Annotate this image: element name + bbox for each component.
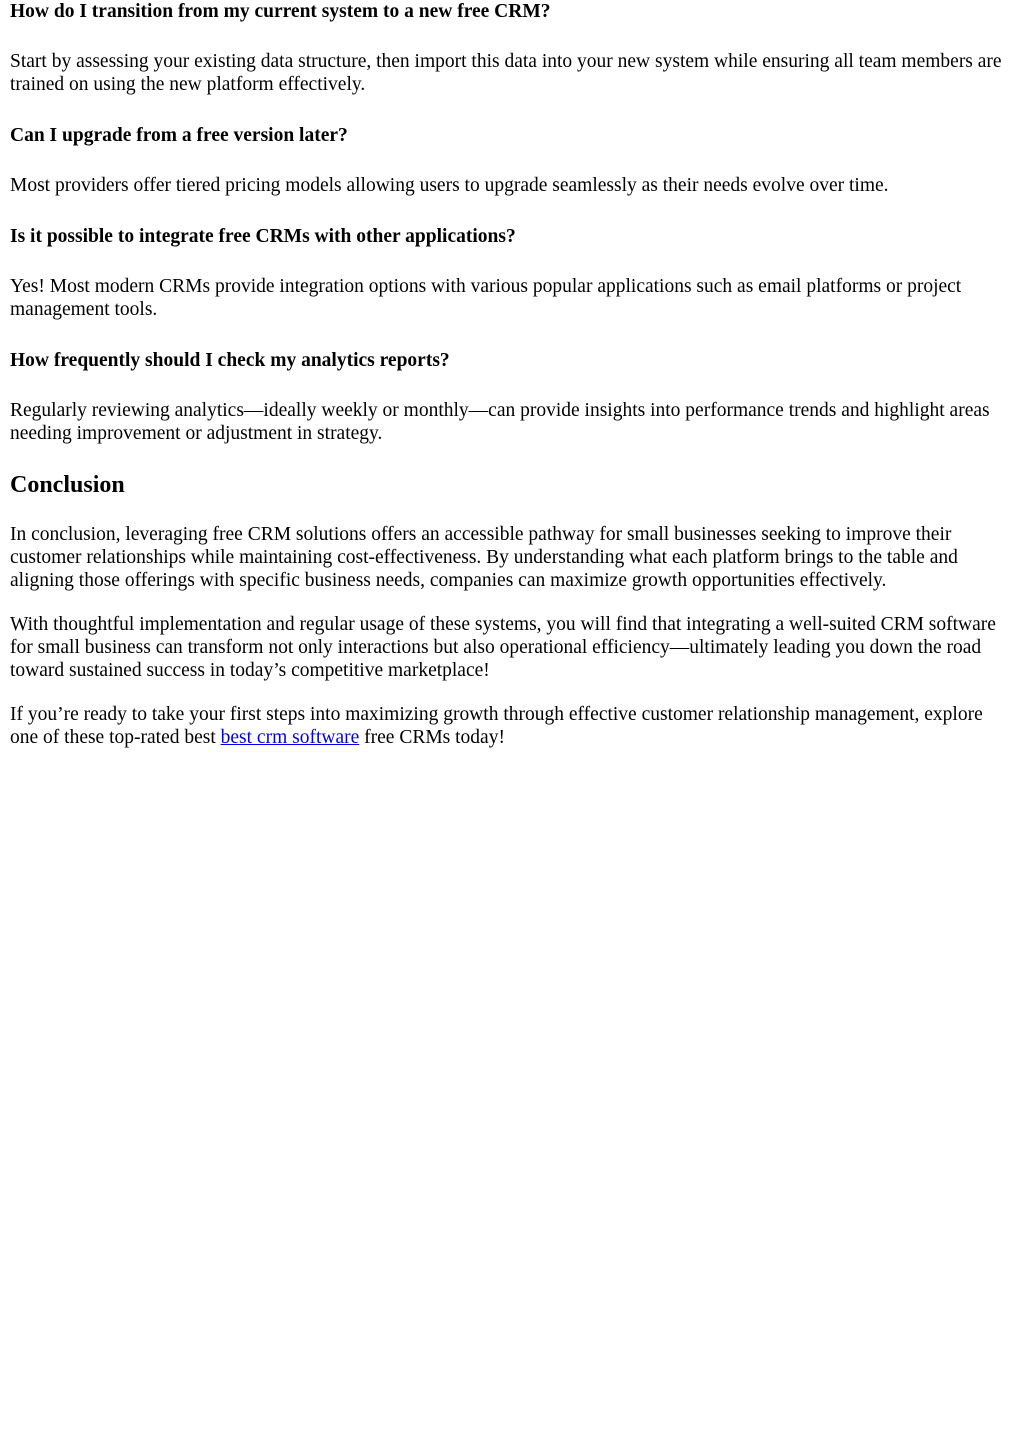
faq-answer-upgrade: Most providers offer tiered pricing models allowing users to upgrade seamlessly as their needs evolve over time. <box>10 175 889 196</box>
faq-question-transition: How do I transition from my current system to a new free CRM? <box>10 1 551 22</box>
faq-question-upgrade: Can I upgrade from a free version later? <box>10 125 348 146</box>
conclusion-paragraph-3 <box>10 703 1014 749</box>
conclusion-heading: Conclusion <box>10 472 125 498</box>
faq-answer-integrate: Yes! Most modern CRMs provide integration options with various popular applications such as email platforms or project management tools. <box>10 276 962 320</box>
conclusion-paragraph-2: With thoughtful implementation and regular usage of these systems, you will find that integrating a well-suited CRM software for small business can transform not only interactions but also operational efficiency—ultimately leading you down the road toward sustained success in today’s competitive marketplace! <box>10 614 996 681</box>
faq-answer-analytics: Regularly reviewing analytics—ideally weekly or monthly—can provide insights into performance trends and highlight areas needing improvement or adjustment in strategy. <box>10 400 990 444</box>
conclusion-paragraph-1: In conclusion, leveraging free CRM solutions offers an accessible pathway for small businesses seeking to improve their customer relationships while maintaining cost-effectiveness. By understanding what each platform brings to the table and aligning those offerings with specific business needs, companies can maximize growth opportunities effectively. <box>10 524 958 591</box>
conclusion-paragraph-3-text-before: If you’re ready to take your first steps into maximizing growth through effective customer relationship management, explore one of these top-rated best <box>10 704 983 748</box>
faq-question-analytics: How frequently should I check my analytics reports? <box>10 350 450 371</box>
conclusion-paragraph-3-text-after: free CRMs today! <box>359 727 505 748</box>
faq-question-integrate: Is it possible to integrate free CRMs with other applications? <box>10 226 516 247</box>
best-crm-software-link[interactable]: best crm software <box>220 727 360 748</box>
faq-answer-transition: Start by assessing your existing data structure, then import this data into your new system while ensuring all team members are trained on using the new platform effectively. <box>10 51 1002 95</box>
